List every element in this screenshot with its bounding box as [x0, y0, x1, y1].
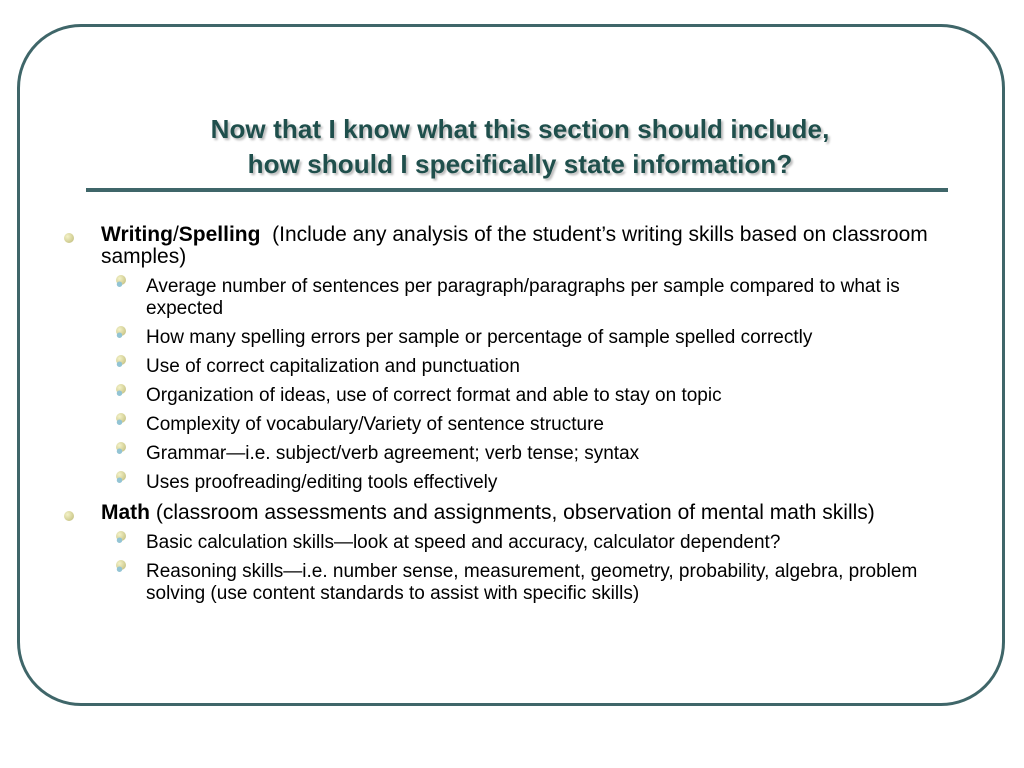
bullet-dot-icon — [64, 233, 74, 243]
list-item — [101, 472, 980, 494]
section-writing-spelling — [60, 224, 980, 494]
list-item — [101, 532, 980, 554]
bullet-dot-icon: • — [116, 471, 126, 481]
section-math — [60, 502, 980, 605]
list-item-text: Average number of sentences per paragraph/paragraphs per sample compared to what is expected — [146, 276, 900, 319]
heading-separator: / — [172, 223, 179, 246]
heading-spelling: Spelling — [178, 223, 261, 246]
bullet-dot-icon: • — [116, 560, 126, 570]
title-line-2: how should I specifically state information? — [247, 149, 793, 179]
list-item — [101, 276, 980, 320]
slide-title — [60, 112, 980, 182]
section-description: (classroom assessments and assignments, observation of mental math skills) — [155, 501, 875, 524]
list-item-text: Reasoning skills—i.e. number sense, measurement, geometry, probability, algebra, problem solving (use content standards to assist with specific skills) — [146, 561, 918, 604]
bullet-dot-icon: • — [116, 413, 126, 423]
sub-list — [101, 276, 980, 494]
list-item — [101, 443, 980, 465]
bullet-dot-icon — [64, 511, 74, 521]
list-item — [101, 385, 980, 407]
bullet-dot-icon: • — [116, 355, 126, 365]
bullet-dot-icon: • — [116, 275, 126, 285]
title-divider — [86, 188, 948, 192]
section-heading — [101, 223, 260, 246]
list-item-text: Organization of ideas, use of correct format and able to stay on topic — [146, 385, 722, 406]
bullet-dot-icon: • — [116, 384, 126, 394]
list-item-text: How many spelling errors per sample or percentage of sample spelled correctly — [146, 327, 813, 348]
list-item — [101, 414, 980, 436]
list-item — [101, 561, 980, 605]
list-item-text: Uses proofreading/editing tools effectively — [146, 472, 498, 493]
section-description: (Include any analysis of the student’s writing skills based on classroom samples) — [101, 223, 928, 268]
bullet-dot-icon: • — [116, 326, 126, 336]
list-item-text: Basic calculation skills—look at speed and accuracy, calculator dependent? — [146, 532, 781, 553]
list-item — [101, 356, 980, 378]
list-item-text: Grammar—i.e. subject/verb agreement; verb tense; syntax — [146, 443, 640, 464]
heading-writing: Writing — [101, 223, 173, 246]
section-heading: Math — [101, 501, 150, 524]
title-line-1: Now that I know what this section should include, — [210, 114, 830, 144]
sub-list — [101, 532, 980, 605]
list-item — [101, 327, 980, 349]
bullet-dot-icon: • — [116, 442, 126, 452]
slide-content — [60, 224, 980, 613]
list-item-text: Use of correct capitalization and punctuation — [146, 356, 520, 377]
list-item-text: Complexity of vocabulary/Variety of sentence structure — [146, 414, 604, 435]
bullet-dot-icon: • — [116, 531, 126, 541]
